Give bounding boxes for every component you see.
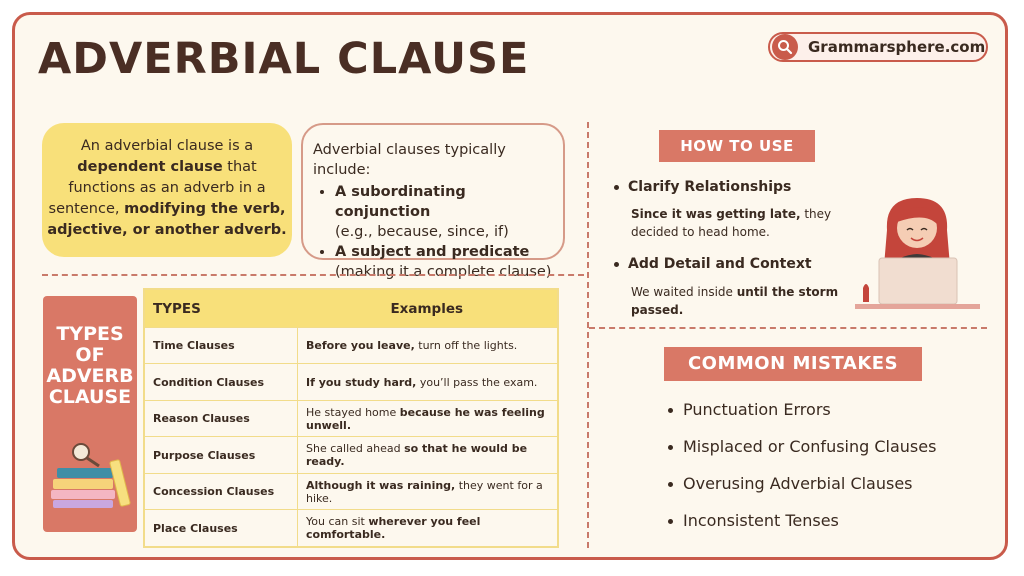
table-row bbox=[144, 400, 558, 436]
includes-item bbox=[335, 182, 563, 242]
use-heading-text: Clarify Relationships bbox=[628, 179, 792, 195]
use-example-bold: Since it was getting late, bbox=[631, 207, 801, 221]
example-cell bbox=[298, 328, 559, 364]
mistake-item bbox=[668, 474, 913, 493]
books-magnifier-icon bbox=[47, 442, 133, 512]
mistake-text: Inconsistent Tenses bbox=[683, 511, 839, 530]
bullet-icon bbox=[614, 185, 619, 190]
mistake-text: Overusing Adverbial Clauses bbox=[683, 474, 913, 493]
divider-vertical bbox=[587, 122, 589, 548]
brand-text: Grammarsphere.com bbox=[808, 38, 986, 56]
definition-part: dependent clause bbox=[77, 159, 223, 175]
brand-badge[interactable] bbox=[768, 32, 988, 62]
types-side-panel bbox=[43, 296, 137, 532]
mistake-text: Punctuation Errors bbox=[683, 400, 831, 419]
woman-laptop-icon bbox=[855, 190, 980, 315]
search-icon bbox=[772, 34, 798, 60]
table-row bbox=[144, 473, 558, 509]
example-cell bbox=[298, 437, 559, 473]
type-cell: Condition Clauses bbox=[144, 364, 298, 400]
includes-item-bold: A subject and predicate bbox=[335, 244, 530, 260]
bullet-icon bbox=[668, 408, 673, 413]
definition-part: An adverbial clause is a bbox=[80, 138, 254, 154]
example-cell bbox=[298, 473, 559, 509]
bullet-icon bbox=[668, 445, 673, 450]
includes-box bbox=[301, 123, 565, 280]
type-cell: Purpose Clauses bbox=[144, 437, 298, 473]
example-bold: If you study hard, bbox=[306, 375, 417, 389]
use-example bbox=[631, 283, 846, 319]
example-bold: Although it was raining, bbox=[306, 478, 456, 492]
example-bold: because he was feeling unwell. bbox=[306, 405, 545, 432]
example-text: you’ll pass the exam. bbox=[416, 375, 538, 389]
example-text: they went for a hike. bbox=[306, 478, 543, 505]
includes-list bbox=[313, 182, 563, 282]
example-cell bbox=[298, 364, 559, 400]
includes-item-bold: A subordinating conjunction bbox=[335, 184, 466, 220]
use-example-text: they decided to head home. bbox=[631, 207, 832, 239]
use-heading-text: Add Detail and Context bbox=[628, 256, 812, 272]
example-cell bbox=[298, 400, 559, 436]
example-bold: wherever you feel comfortable. bbox=[306, 515, 481, 542]
definition-part: modifying the verb, adjective, or another adverb. bbox=[47, 201, 287, 238]
includes-item bbox=[335, 242, 563, 282]
example-text: You can sit bbox=[306, 515, 369, 529]
table-row bbox=[144, 510, 558, 547]
use-example bbox=[631, 205, 871, 241]
table-row bbox=[144, 328, 558, 364]
example-text: He stayed home bbox=[306, 405, 400, 419]
page-title: ADVERBIAL CLAUSE bbox=[38, 34, 530, 84]
definition-part: that functions as an adverb in a sentence, bbox=[48, 159, 266, 217]
mistake-item bbox=[668, 437, 936, 456]
types-side-title: TYPES OF ADVERB CLAUSE bbox=[46, 323, 134, 408]
use-heading bbox=[614, 256, 812, 272]
example-bold: Before you leave, bbox=[306, 339, 415, 353]
includes-item-note: (making it a complete clause) bbox=[335, 264, 552, 280]
type-cell: Reason Clauses bbox=[144, 400, 298, 436]
type-cell: Concession Clauses bbox=[144, 473, 298, 509]
use-example-bold: until the storm passed. bbox=[631, 285, 839, 317]
table-row bbox=[144, 364, 558, 400]
example-bold: so that he would be ready. bbox=[306, 442, 528, 469]
definition-box bbox=[42, 123, 292, 257]
example-text: She called ahead bbox=[306, 442, 405, 456]
divider-horizontal-left bbox=[42, 274, 584, 276]
includes-intro: Adverbial clauses typically include: bbox=[313, 142, 506, 178]
how-to-use-badge: HOW TO USE bbox=[659, 130, 815, 162]
type-cell: Place Clauses bbox=[144, 510, 298, 547]
common-mistakes-badge: COMMON MISTAKES bbox=[664, 347, 922, 381]
examples-header: Examples bbox=[298, 289, 559, 328]
example-text: turn off the lights. bbox=[414, 339, 518, 353]
mistake-item bbox=[668, 511, 839, 530]
bullet-icon bbox=[668, 482, 673, 487]
table-row bbox=[144, 437, 558, 473]
bullet-icon bbox=[614, 262, 619, 267]
includes-item-note: (e.g., because, since, if) bbox=[335, 224, 509, 240]
example-cell bbox=[298, 510, 559, 547]
use-heading bbox=[614, 179, 791, 195]
bullet-icon bbox=[668, 519, 673, 524]
types-header: TYPES bbox=[144, 289, 298, 328]
type-cell: Time Clauses bbox=[144, 328, 298, 364]
use-example-text: We waited inside bbox=[631, 285, 737, 299]
divider-horizontal-right bbox=[589, 327, 987, 329]
mistake-text: Misplaced or Confusing Clauses bbox=[683, 437, 937, 456]
types-table bbox=[143, 288, 559, 548]
mistake-item bbox=[668, 400, 831, 419]
